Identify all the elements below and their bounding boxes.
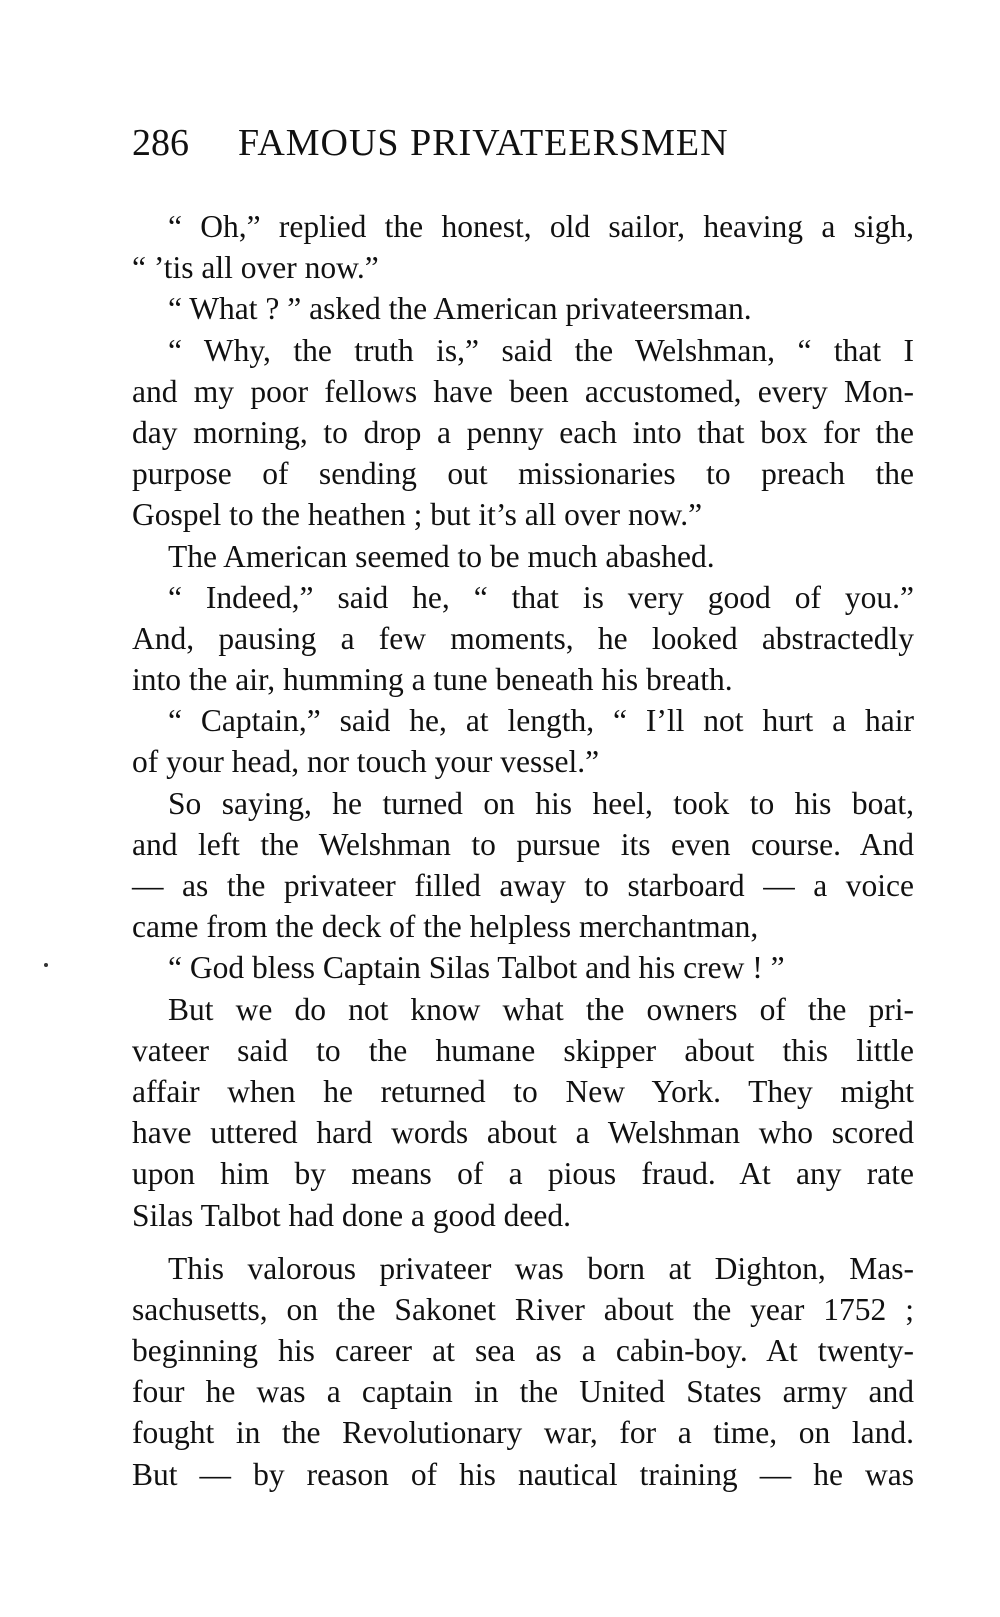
paragraph-gap — [132, 1236, 914, 1248]
text-line: Silas Talbot had done a good deed. — [132, 1197, 572, 1233]
text-line: This valorous privateer was born at Dighton, Mas- — [168, 1250, 914, 1286]
text-line: beginning his career at sea as a cabin-boy. At twenty- — [132, 1333, 914, 1369]
text-line: “ God bless Captain Silas Talbot and his crew ! ” — [168, 950, 785, 986]
text-line: “ Oh,” replied the honest, old sailor, heaving a sigh, — [168, 209, 914, 244]
text-line: “ ’tis all over now.” — [132, 250, 379, 286]
text-line: fought in the Revolutionary war, for a time, on land. — [132, 1415, 914, 1451]
text-line: Gospel to the heathen ; but it’s all over now.” — [132, 497, 703, 533]
text-line: purpose of sending out missionaries to preach the — [132, 456, 914, 492]
text-line: “ Captain,” said he, at length, “ I’ll not hurt a hair — [168, 703, 914, 739]
text-line: of your head, nor touch your vessel.” — [132, 744, 600, 780]
text-line: and my poor fellows have been accustomed, every Mon- — [132, 373, 914, 409]
text-line: But we do not know what the owners of the pri- — [168, 991, 914, 1027]
running-head — [132, 118, 932, 168]
text-line: upon him by means of a pious fraud. At any rate — [132, 1156, 914, 1192]
text-line: four he was a captain in the United States army and — [132, 1374, 914, 1410]
text-line: sachusetts, on the Sakonet River about the year 1752 ; — [132, 1291, 914, 1327]
text-line: So saying, he turned on his heel, took to his boat, — [168, 785, 914, 821]
text-line: came from the deck of the helpless merchantman, — [132, 909, 759, 945]
page-number: 286 — [132, 122, 189, 164]
ink-speck — [44, 963, 48, 967]
text-line: “ Indeed,” said he, “ that is very good of you.” — [168, 579, 914, 615]
text-line: But — by reason of his nautical training — he was — [132, 1456, 914, 1492]
text-line: into the air, humming a tune beneath his breath. — [132, 662, 733, 698]
text-line: “ What ? ” asked the American privateersman. — [168, 291, 752, 327]
text-line: affair when he returned to New York. They might — [132, 1073, 914, 1109]
text-line: And, pausing a few moments, he looked abstractedly — [132, 620, 914, 656]
body-text — [132, 206, 914, 1495]
text-line: — as the privateer filled away to starboard — a voice — [132, 868, 914, 903]
text-line: vateer said to the humane skipper about this little — [132, 1032, 914, 1068]
text-line: day morning, to drop a penny each into that box for the — [132, 414, 914, 450]
text-line: The American seemed to be much abashed. — [168, 538, 715, 574]
text-line: have uttered hard words about a Welshman who scored — [132, 1115, 914, 1151]
text-line: and left the Welshman to pursue its even course. And — [132, 826, 914, 862]
text-line: “ Why, the truth is,” said the Welshman, “ that I — [168, 332, 914, 368]
running-title: FAMOUS PRIVATEERSMEN — [238, 122, 729, 164]
